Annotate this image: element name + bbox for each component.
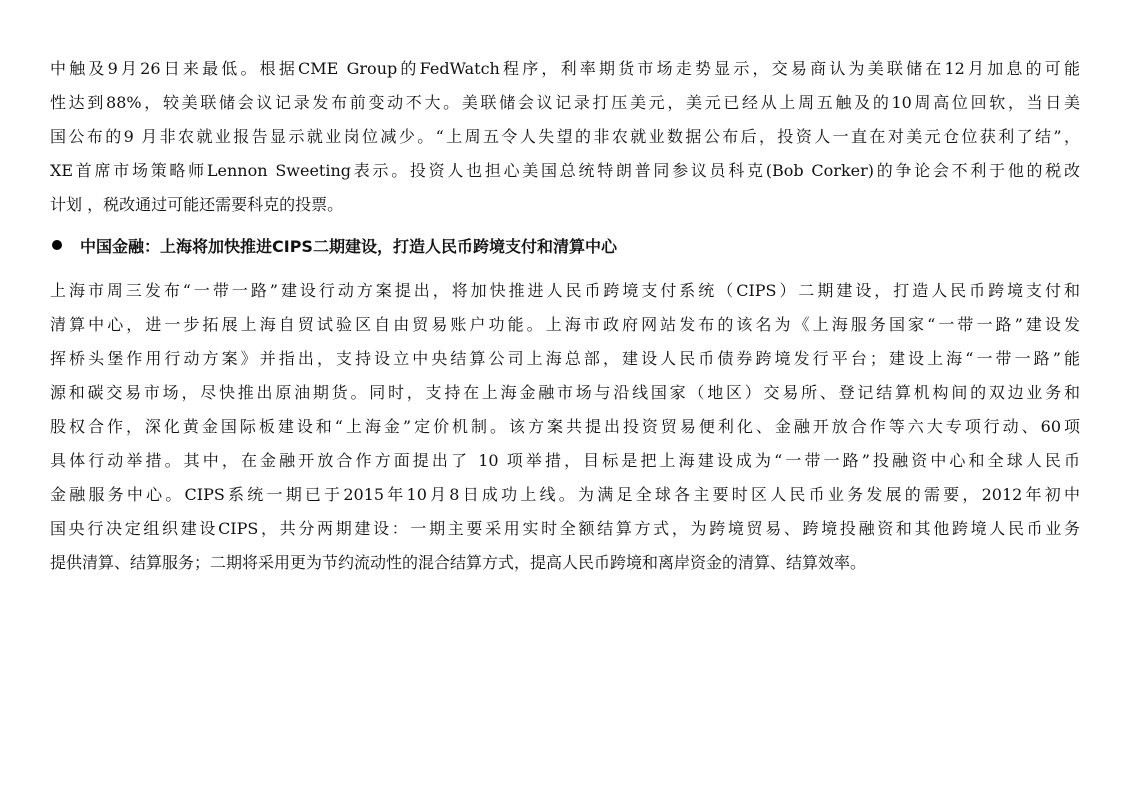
- paragraph-cips: [50, 274, 1080, 580]
- text-line: 股权合作，深化黄金国际板建设和“上海金”定价机制。该方案共提出投资贸易便利化、金融开放合作等六大专项行动、60项: [50, 417, 1080, 436]
- text-line: 国公布的9 月非农就业报告显示就业岗位减少。“上周五令人失望的非农就业数据公布后，投资人一直在对美元仓位获利了结”，: [50, 127, 1080, 146]
- text-line: 中触及9月26日来最低。根据CME Group的FedWatch程序，利率期货市场走势显示，交易商认为美联储在12月加息的可能: [50, 59, 1080, 78]
- text-line: 国央行决定组织建设CIPS，共分两期建设：一期主要采用实时全额结算方式，为跨境贸易、跨境投融资和其他跨境人民币业务: [50, 519, 1080, 538]
- paragraph-fed-usd: [50, 52, 1080, 222]
- text-line: XE首席市场策略师Lennon Sweeting表示。投资人也担心美国总统特朗普同参议员科克(Bob Corker)的争论会不利于他的税改: [50, 161, 1080, 180]
- document-page: [50, 52, 1080, 580]
- text-line: 挥桥头堡作用行动方案》并指出，支持设立中央结算公司上海总部，建设人民币债券跨境发行平台；建设上海“一带一路”能: [50, 349, 1080, 368]
- text-line: 清算中心，进一步拓展上海自贸试验区自由贸易账户功能。上海市政府网站发布的该名为《上海服务国家“一带一路”建设发: [50, 315, 1080, 334]
- bullet-icon: [52, 240, 62, 250]
- text-line: 性达到88%，较美联储会议记录发布前变动不大。美联储会议记录打压美元，美元已经从上周五触及的10周高位回软，当日美: [50, 93, 1080, 112]
- text-line: 源和碳交易市场，尽快推出原油期货。同时，支持在上海金融市场与沿线国家（地区）交易所、登记结算机构间的双边业务和: [50, 383, 1080, 402]
- text-line: 提供清算、结算服务；二期将采用更为节约流动性的混合结算方式，提高人民币跨境和离岸资金的清算、结算效率。: [50, 553, 867, 572]
- section-heading: [50, 228, 1080, 262]
- text-line: 上海市周三发布“一带一路”建设行动方案提出，将加快推进人民币跨境支付系统（CIPS）二期建设，打造人民币跨境支付和: [50, 281, 1080, 300]
- text-line: 具体行动举措。其中，在金融开放合作方面提出了 10 项举措，目标是把上海建设成为“一带一路”投融资中心和全球人民币: [50, 451, 1080, 470]
- section-heading-text: 中国金融：上海将加快推进CIPS二期建设，打造人民币跨境支付和清算中心: [80, 236, 617, 256]
- text-line: 金融服务中心。CIPS系统一期已于2015年10月8日成功上线。为满足全球各主要时区人民币业务发展的需要，2012年初中: [50, 485, 1080, 504]
- text-line: 计划 ，税改通过可能还需要科克的投票。: [50, 195, 344, 214]
